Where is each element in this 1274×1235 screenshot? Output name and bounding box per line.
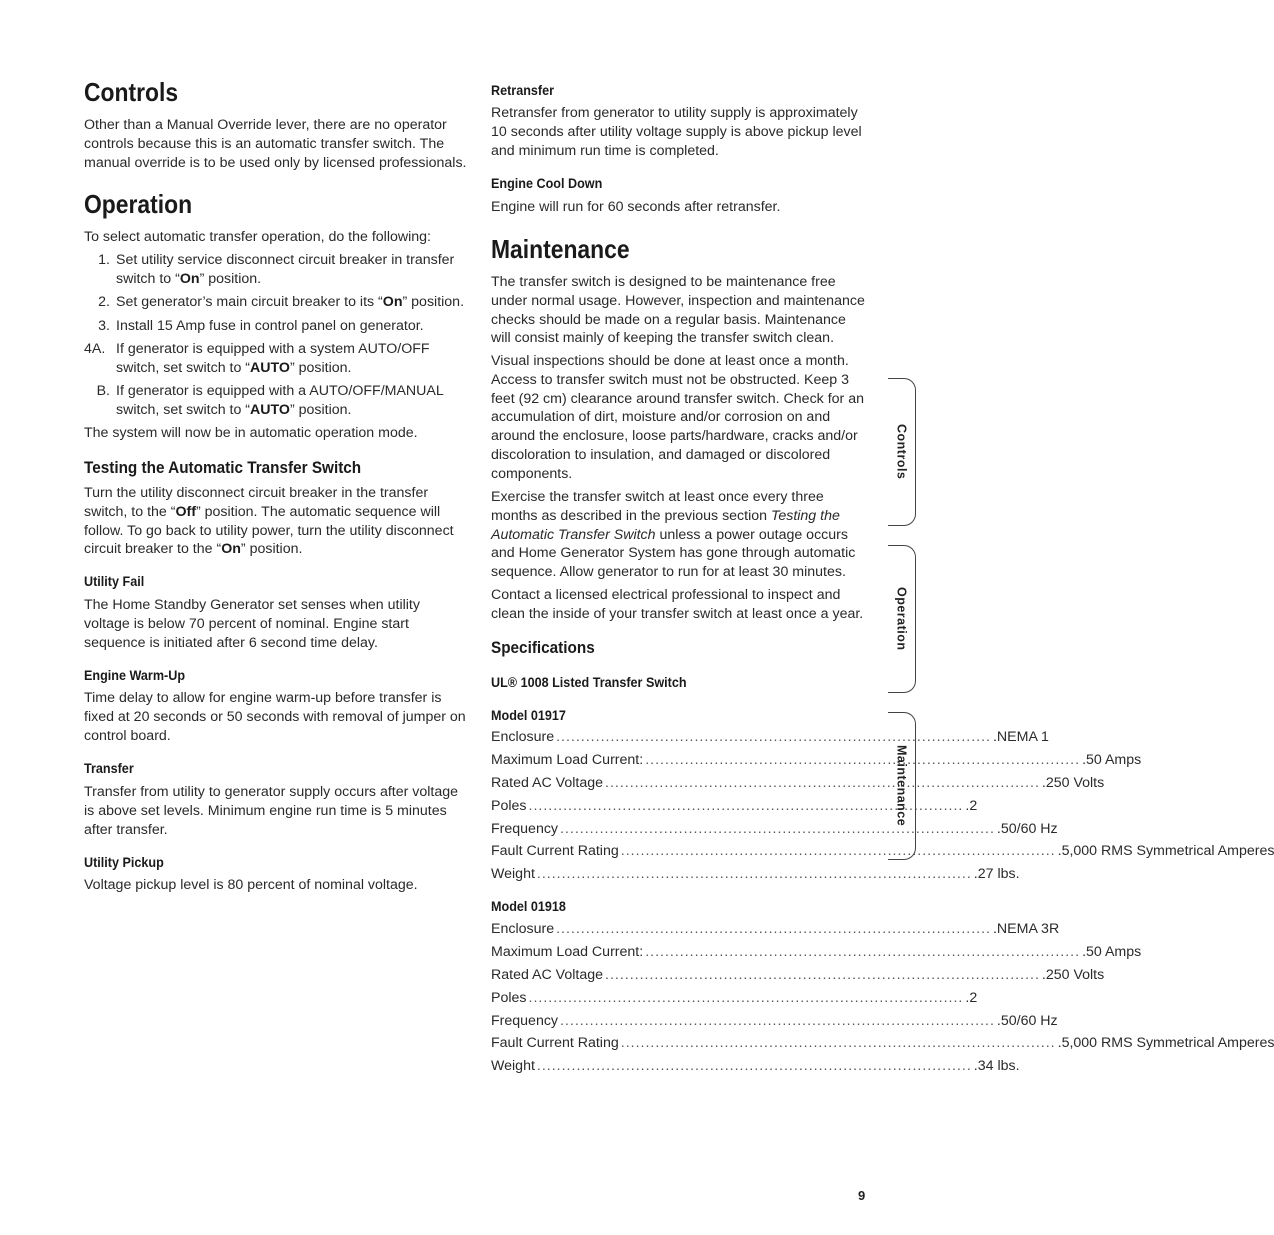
maintenance-heading: Maintenance <box>491 234 630 264</box>
spec-row: Maximum Load Current: ........................................................................................ .50 Amps <box>491 751 866 774</box>
page-number: 9 <box>858 1188 866 1203</box>
spec-row: Poles ........................................................................................ .2 <box>491 797 866 820</box>
dot-leader: ........................................................................................ <box>645 751 1081 768</box>
testing-body: Turn the utility disconnect circuit breaker in the transfer switch, to the “Off” position. The automatic sequence will follow. To go back to utility power, turn the utility disconnect circuit breaker to the “On” position. <box>84 485 454 558</box>
spec-row: Rated AC Voltage ........................................................................................ .250 Volts <box>491 966 866 989</box>
utility-fail-body: The Home Standby Generator set senses when utility voltage is below 70 percent of nominal. Engine start sequence is initiated after 6 second time delay. <box>84 597 420 651</box>
dot-leader: ........................................................................................ <box>536 866 972 883</box>
dot-leader: ........................................................................................ <box>528 989 964 1006</box>
operation-step-b: B. If generator is equipped with a AUTO/OFF/MANUAL switch, set switch to “AUTO” position. <box>96 383 444 418</box>
operation-step-1: 1. Set utility service disconnect circuit breaker in transfer switch to “On” position. <box>98 252 455 287</box>
maintenance-p1: The transfer switch is designed to be maintenance free under normal usage. However, inspection and maintenance checks should be made on a regular basis. Maintenance will consist mainly of keeping the transfer switch clean. <box>491 274 865 347</box>
cooldown-body: Engine will run for 60 seconds after retransfer. <box>491 199 781 215</box>
operation-step-3: 3. Install 15 Amp fuse in control panel on generator. <box>98 318 424 334</box>
utility-pickup-body: Voltage pickup level is 80 percent of nominal voltage. <box>84 877 418 893</box>
spec-row: Fault Current Rating ........................................................................................ .5,000 RMS Symmetrical Amperes <box>491 1034 866 1057</box>
maintenance-p3: Exercise the transfer switch at least once every three months as described in the previous section Testing the Automatic Transfer Switch unless a power outage occurs and Home Generator System has gone through automatic sequence. Allow generator to run for at least 30 minutes. <box>491 489 856 581</box>
dot-leader: ........................................................................................ <box>605 966 1040 983</box>
spec-row: Poles ........................................................................................ .2 <box>491 989 866 1012</box>
spec-row: Frequency ........................................................................................ .50/60 Hz <box>491 820 866 843</box>
maintenance-p4: Contact a licensed electrical professional to inspect and clean the inside of your transfer switch at least once a year. <box>491 587 864 622</box>
controls-body: Other than a Manual Override lever, there are no operator controls because this is an automatic transfer switch. The manual override is to be used only by licensed professionals. <box>84 117 467 171</box>
model-01917-heading: Model 01917 <box>491 707 566 723</box>
operation-step-2: 2. Set generator’s main circuit breaker to its “On” position. <box>98 294 465 310</box>
dot-leader: ........................................................................................ <box>620 843 1056 860</box>
dot-leader: ........................................................................................ <box>620 1035 1056 1052</box>
dot-leader: ........................................................................................ <box>605 774 1040 791</box>
retransfer-heading: Retransfer <box>491 82 555 98</box>
testing-heading: Testing the Automatic Transfer Switch <box>84 458 362 477</box>
spec-row: Rated AC Voltage ........................................................................................ .250 Volts <box>491 774 866 797</box>
tab-operation[interactable]: Operation <box>888 545 916 693</box>
dot-leader: ........................................................................................ <box>536 1058 972 1075</box>
cooldown-heading: Engine Cool Down <box>491 175 603 191</box>
warmup-heading: Engine Warm-Up <box>84 667 186 683</box>
dot-leader: ........................................................................................ <box>556 729 991 745</box>
dot-leader: ........................................................................................ <box>556 921 991 937</box>
operation-step-4a: 4A. If generator is equipped with a system AUTO/OFF switch, set switch to “AUTO” position. <box>84 341 430 376</box>
operation-intro: To select automatic transfer operation, do the following: <box>84 229 431 245</box>
tab-controls[interactable]: Controls <box>888 378 916 526</box>
retransfer-body: Retransfer from generator to utility supply is approximately 10 seconds after utility voltage supply is above pickup level and minimum run time is completed. <box>491 105 862 159</box>
spec-row: Weight ........................................................................................ .34 lbs. <box>491 1057 866 1080</box>
warmup-body: Time delay to allow for engine warm-up before transfer is fixed at 20 seconds or 50 seconds with removal of jumper on control board. <box>84 690 466 744</box>
dot-leader: ........................................................................................ <box>528 797 964 814</box>
maintenance-p2: Visual inspections should be done at least once a month. Access to transfer switch must not be obstructed. Keep 3 feet (92 cm) clearance around transfer switch. Check for an accumulation of dirt, moisture and/or corrosion on and around the enclosure, loose parts/hardware, cracks and/or discoloration to insulation, and damaged or discolored components. <box>491 353 864 482</box>
dot-leader: ........................................................................................ <box>560 1012 995 1029</box>
operation-outro: The system will now be in automatic operation mode. <box>84 425 418 441</box>
spec-row: Frequency ........................................................................................ .50/60 Hz <box>491 1012 866 1035</box>
spec-row: Weight ........................................................................................ .27 lbs. <box>491 865 866 888</box>
dot-leader: ........................................................................................ <box>560 820 995 837</box>
dot-leader: ........................................................................................ <box>645 943 1081 960</box>
tab-maintenance[interactable]: Maintenance <box>888 712 916 860</box>
transfer-heading: Transfer <box>84 760 134 776</box>
utility-pickup-heading: Utility Pickup <box>84 854 164 870</box>
spec-row: Maximum Load Current: ........................................................................................ .50 Amps <box>491 943 866 966</box>
controls-heading: Controls <box>84 77 179 107</box>
utility-fail-heading: Utility Fail <box>84 573 145 589</box>
model-01918-spec-table <box>491 920 1274 1080</box>
spec-row: Enclosure ........................................................................................ .NEMA 1 <box>491 728 866 751</box>
transfer-body: Transfer from utility to generator supply occurs after voltage is above set levels. Minimum engine run time is 5 minutes after transfer. <box>84 784 459 838</box>
model-01918-heading: Model 01918 <box>491 898 566 914</box>
specifications-heading: Specifications <box>491 638 595 657</box>
spec-row: Enclosure ........................................................................................ .NEMA 3R <box>491 920 866 943</box>
spec-row: Fault Current Rating ........................................................................................ .5,000 RMS Symmetrical Amperes <box>491 842 866 865</box>
operation-heading: Operation <box>84 189 193 219</box>
specifications-subtitle: UL® 1008 Listed Transfer Switch <box>491 674 687 690</box>
